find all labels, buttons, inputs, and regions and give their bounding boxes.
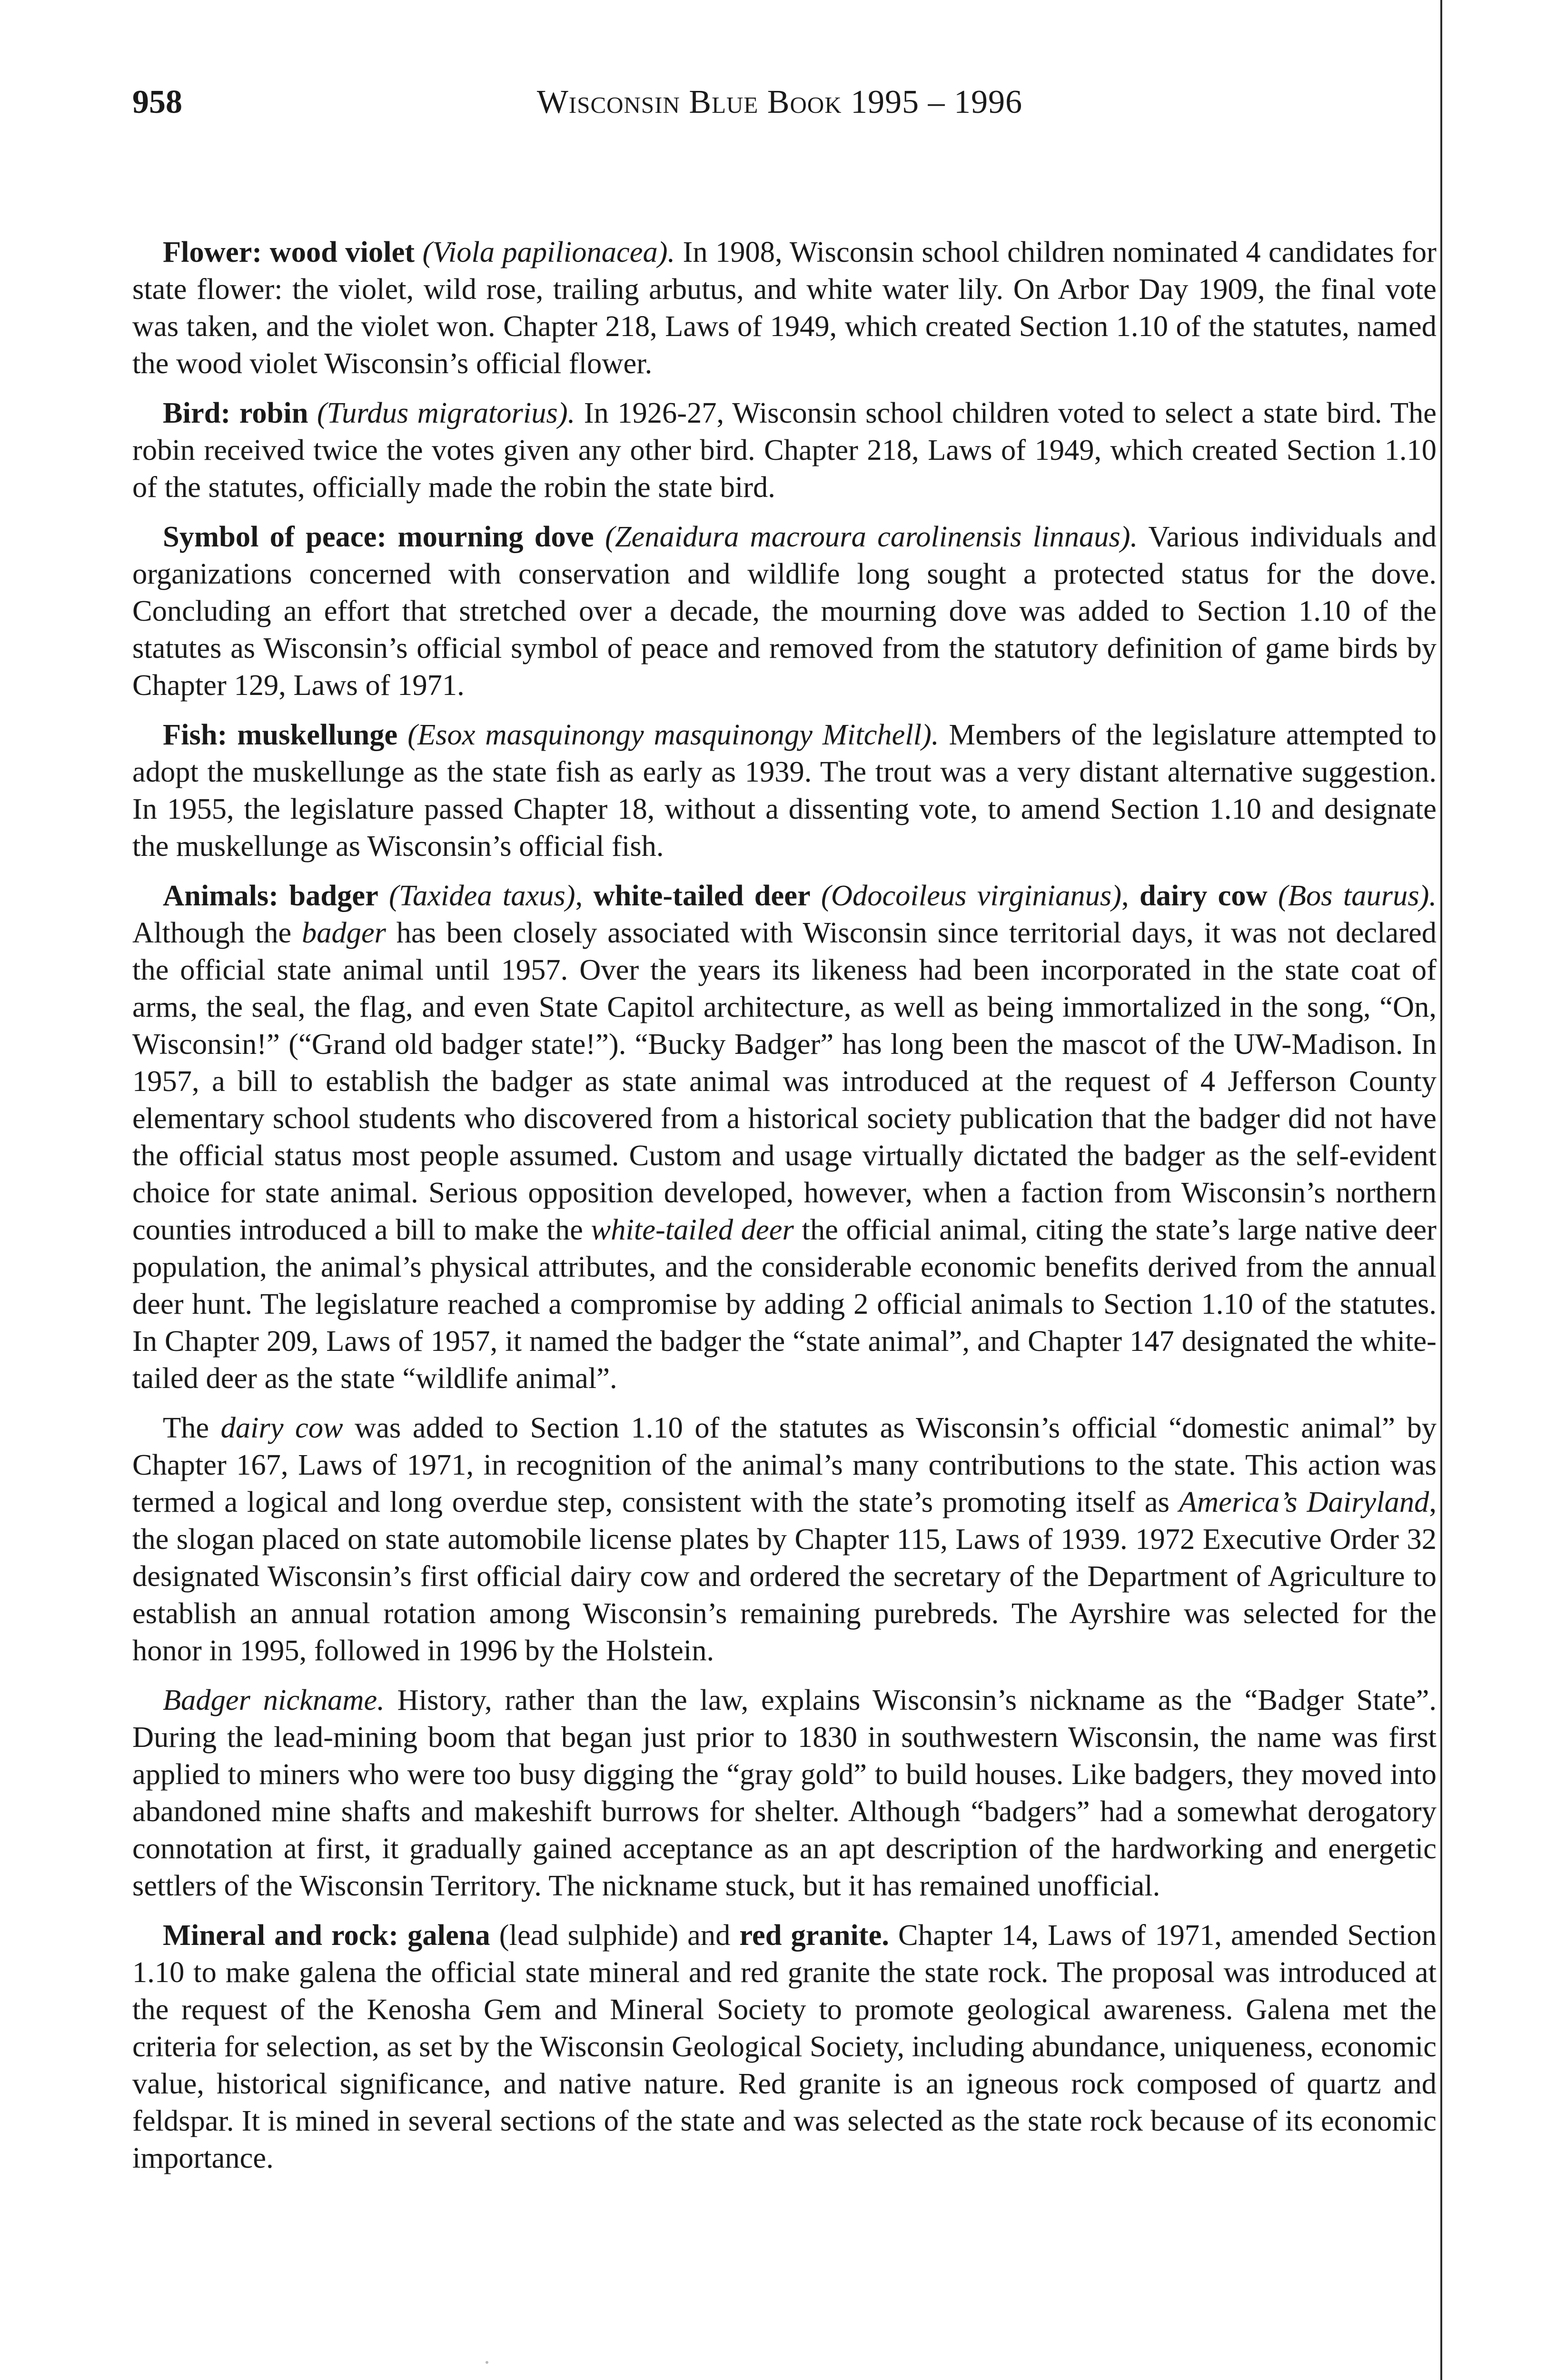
text-animals-c: the official animal, citing the state’s large native deer population, the animal’s physical attributes, and the considerable economic benefits derived from the annual deer hunt. The legislature reached a compromise by adding 2 official animals to Section 1.10 of the statutes. In Chapter 209, Laws of 1957, it named the badger the “state animal”, and Chapter 147 designated the white-tailed deer as the state “wildlife animal”. [132,1213,1437,1395]
text-flower: In 1908, Wisconsin school children nominated 4 candidates for state flower: the violet, wild rose, trailing arbutus, and white water lily. On Arbor Day 1909, the final vote was taken, and the violet won. Chapter 218, Laws of 1949, which created Section 1.10 of the statutes, named the wood violet Wisconsin’s official flower. [132,235,1437,380]
text-mineral-paren: (lead sulphide) and [490,1918,740,1952]
latin-bird: (Turdus migratorius). [317,396,575,429]
latin-flower: (Viola papilionacea). [422,235,675,268]
heading-flower: Flower: wood violet [163,235,415,268]
text-nickname: History, rather than the law, explains Wisconsin’s nickname as the “Badger State”. During the lead-mining boom that began just prior to 1830 in southwestern Wisconsin, the name was first applied to miners who were too busy digging the “gray gold” to build houses. Like badgers, they moved into abandoned mine shafts and makeshift burrows for shelter. Although “badgers” had a somewhat derogatory connotation at first, it gradually gained acceptance as an apt description of the hardworking and energetic settlers of the Wisconsin Territory. The nickname stuck, but it has remained unofficial. [132,1683,1437,1902]
page-body [132,233,1437,2189]
text-peace: Various individuals and organizations concerned with conservation and wildlife long sought a protected status for the dove. Concluding an effort that stretched over a decade, the mourning dove was added to Section 1.10 of the statutes as Wisconsin’s official symbol of peace and removed from the statutory definition of game birds by Chapter 129, Laws of 1971. [132,520,1437,702]
paragraph-mineral [132,1916,1437,2176]
text-bird: In 1926-27, Wisconsin school children voted to select a state bird. The robin received twice the votes given any other bird. Chapter 218, Laws of 1949, which created Section 1.10 of the statutes, officially made the robin the state bird. [132,396,1437,504]
heading-bird: Bird: robin [163,396,308,429]
latin-peace: (Zenaidura macroura carolinensis linnaus). [605,520,1138,553]
latin-deer: (Odocoileus virginianus) [821,879,1122,912]
text-fish: Members of the legislature attempted to adopt the muskellunge as the state fish as early as 1939. The trout was a very distant alternative suggestion. In 1955, the legislature passed Chapter 18, without a dissenting vote, to amend Section 1.10 and designate the muskellunge as Wisconsin’s official fish. [132,718,1437,863]
emphasis-badger: badger [301,916,386,949]
heading-animals: Animals: badger [163,879,378,912]
text-dairy-lead: The [163,1411,221,1444]
heading-deer: white-tailed deer [593,879,811,912]
text-animals-b: has been closely associated with Wisconsin since territorial days, it was not declared the official state animal until 1957. Over the years its likeness had been incorporated in the state coat of arms, the seal, the flag, and even State Capitol architecture, as well as being immortalized in the song, “On, Wisconsin!” (“Grand old badger state!”). “Bucky Badger” has long been the mascot of the UW-Madison. In 1957, a bill to establish the badger as state animal was introduced at the request of 4 Jefferson County elementary school students who discovered from a historical society publication that the badger did not have the official status most people assumed. Custom and usage virtually dictated the badger as the self-evident choice for state animal. Serious opposition developed, however, when a faction from Wisconsin’s northern counties introduced a bill to make the [132,916,1437,1246]
heading-nickname: Badger nickname. [163,1683,385,1716]
heading-cow: dairy cow [1139,879,1268,912]
heading-fish: Fish: muskellunge [163,718,398,751]
latin-badger: (Taxidea taxus) [389,879,575,912]
running-head: Wisconsin Blue Book 1995 – 1996 [536,84,1023,120]
paragraph-fish [132,716,1437,864]
page-edge-rule [1440,0,1442,2380]
paragraph-bird [132,394,1437,506]
text-animals-a: Although the [132,916,302,949]
text-dairy-b: , the slogan placed on state automobile license plates by Chapter 115, Laws of 1939. 1972 Executive Order 32 designated Wisconsin’s first official dairy cow and ordered the secretary of the Department of Agriculture to establish an annual rotation among Wisconsin’s remaining purebreds. The Ayrshire was selected for the honor in 1995, followed in 1996 by the Holstein. [132,1485,1437,1667]
paragraph-animals [132,877,1437,1397]
separator: , [575,879,594,912]
separator: , [1121,879,1140,912]
page-number: 958 [132,84,182,120]
scan-speck [486,2361,488,2364]
latin-cow: (Bos taurus). [1278,879,1437,912]
page-header [132,76,1427,133]
emphasis-deer: white-tailed deer [591,1213,794,1246]
paragraph-dairy [132,1409,1437,1669]
paragraph-peace [132,518,1437,704]
latin-fish: (Esox masquinongy masquinongy Mitchell). [407,718,939,751]
paragraph-nickname [132,1681,1437,1904]
text-dairy-a: was added to Section 1.10 of the statutes as Wisconsin’s official “domestic animal” by Chapter 167, Laws of 1971, in recognition of the animal’s many contributions to the state. This action was termed a logical and long overdue step, consistent with the state’s promoting itself as [132,1411,1437,1518]
emphasis-slogan: America’s Dairyland [1179,1485,1429,1518]
text-mineral: Chapter 14, Laws of 1971, amended Section 1.10 to make galena the official state mineral and red granite the state rock. The proposal was introduced at the request of the Kenosha Gem and Mineral Society to promote geological awareness. Galena met the criteria for selection, as set by the Wisconsin Geological Society, including abundance, uniqueness, economic value, historical significance, and native nature. Red granite is an igneous rock composed of quartz and feldspar. It is mined in several sections of the state and was selected as the state rock because of its economic importance. [132,1918,1437,2174]
heading-rock: red granite. [739,1918,890,1952]
heading-peace: Symbol of peace: mourning dove [163,520,594,553]
paragraph-flower [132,233,1437,382]
emphasis-dairy-cow: dairy cow [220,1411,343,1444]
heading-mineral: Mineral and rock: galena [163,1918,490,1952]
